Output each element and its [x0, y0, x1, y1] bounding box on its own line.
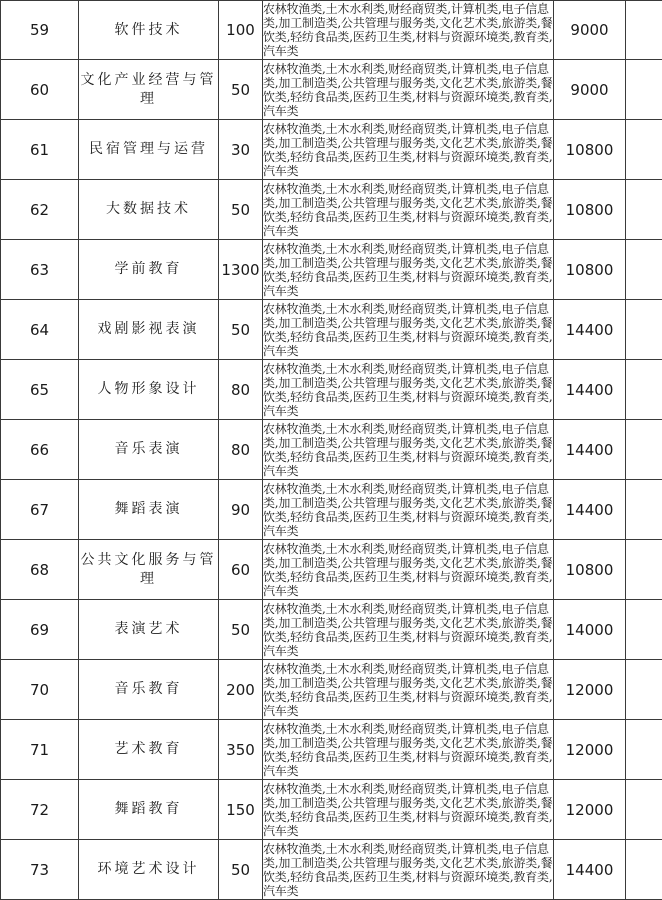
- eligible-categories-text: 农林牧渔类,土木水利类,财经商贸类,计算机类,电子信息类,加工制造类,公共管理与服务类,文化艺术类,旅游类,餐饮类,轻纺食品类,医药卫生类,材料与资源环境类,教育类,汽车类: [263, 602, 553, 658]
- eligible-categories: [263, 480, 554, 540]
- extra-cell: [626, 780, 662, 840]
- table-row: [1, 540, 662, 600]
- eligible-categories-text: 农林牧渔类,土木水利类,财经商贸类,计算机类,电子信息类,加工制造类,公共管理与服务类,文化艺术类,旅游类,餐饮类,轻纺食品类,医药卫生类,材料与资源环境类,教育类,汽车类: [263, 422, 553, 478]
- eligible-categories-text: 农林牧渔类,土木水利类,财经商贸类,计算机类,电子信息类,加工制造类,公共管理与服务类,文化艺术类,旅游类,餐饮类,轻纺食品类,医药卫生类,材料与资源环境类,教育类,汽车类: [263, 122, 553, 178]
- table-row: [1, 360, 662, 420]
- extra-cell: [626, 600, 662, 660]
- eligible-categories-text: 农林牧渔类,土木水利类,财经商贸类,计算机类,电子信息类,加工制造类,公共管理与服务类,文化艺术类,旅游类,餐饮类,轻纺食品类,医药卫生类,材料与资源环境类,教育类,汽车类: [263, 302, 553, 358]
- plan-count: 60: [219, 540, 263, 600]
- tuition-fee: 14400: [554, 480, 626, 540]
- plan-count: 90: [219, 480, 263, 540]
- tuition-fee: 9000: [554, 60, 626, 120]
- row-number: 72: [1, 780, 79, 840]
- table-row: [1, 600, 662, 660]
- table-row: [1, 300, 662, 360]
- extra-cell: [626, 540, 662, 600]
- table-row: [1, 720, 662, 780]
- tuition-fee: 10800: [554, 240, 626, 300]
- plan-count: 50: [219, 60, 263, 120]
- table-row: [1, 120, 662, 180]
- major-name: 公共文化服务与管理: [79, 540, 219, 600]
- major-name: 大数据技术: [79, 180, 219, 240]
- table-row: [1, 1, 662, 60]
- row-number: 65: [1, 360, 79, 420]
- tuition-fee: 14400: [554, 420, 626, 480]
- eligible-categories: [263, 540, 554, 600]
- table-row: [1, 240, 662, 300]
- extra-cell: [626, 720, 662, 780]
- tuition-fee: 14400: [554, 360, 626, 420]
- tuition-fee: 10800: [554, 540, 626, 600]
- table-row: [1, 660, 662, 720]
- row-number: 62: [1, 180, 79, 240]
- major-name: 艺术教育: [79, 720, 219, 780]
- tuition-fee: 9000: [554, 1, 626, 60]
- extra-cell: [626, 660, 662, 720]
- extra-cell: [626, 840, 662, 900]
- eligible-categories: [263, 660, 554, 720]
- table-row: [1, 780, 662, 840]
- row-number: 71: [1, 720, 79, 780]
- row-number: 67: [1, 480, 79, 540]
- plan-count: 350: [219, 720, 263, 780]
- eligible-categories-text: 农林牧渔类,土木水利类,财经商贸类,计算机类,电子信息类,加工制造类,公共管理与服务类,文化艺术类,旅游类,餐饮类,轻纺食品类,医药卫生类,材料与资源环境类,教育类,汽车类: [263, 482, 553, 538]
- major-name: 民宿管理与运营: [79, 120, 219, 180]
- row-number: 68: [1, 540, 79, 600]
- eligible-categories: [263, 360, 554, 420]
- plan-count: 150: [219, 780, 263, 840]
- major-name: 人物形象设计: [79, 360, 219, 420]
- extra-cell: [626, 120, 662, 180]
- table-body: [1, 1, 662, 900]
- major-name: 音乐表演: [79, 420, 219, 480]
- eligible-categories: [263, 120, 554, 180]
- table-row: [1, 60, 662, 120]
- major-name: 音乐教育: [79, 660, 219, 720]
- eligible-categories-text: 农林牧渔类,土木水利类,财经商贸类,计算机类,电子信息类,加工制造类,公共管理与服务类,文化艺术类,旅游类,餐饮类,轻纺食品类,医药卫生类,材料与资源环境类,教育类,汽车类: [263, 662, 553, 718]
- extra-cell: [626, 240, 662, 300]
- table-row: [1, 420, 662, 480]
- eligible-categories: [263, 600, 554, 660]
- extra-cell: [626, 420, 662, 480]
- extra-cell: [626, 1, 662, 60]
- eligible-categories: [263, 840, 554, 900]
- major-name: 舞蹈教育: [79, 780, 219, 840]
- eligible-categories: [263, 420, 554, 480]
- tuition-fee: 14400: [554, 300, 626, 360]
- major-name: 表演艺术: [79, 600, 219, 660]
- row-number: 59: [1, 1, 79, 60]
- eligible-categories-text: 农林牧渔类,土木水利类,财经商贸类,计算机类,电子信息类,加工制造类,公共管理与服务类,文化艺术类,旅游类,餐饮类,轻纺食品类,医药卫生类,材料与资源环境类,教育类,汽车类: [263, 842, 553, 898]
- extra-cell: [626, 180, 662, 240]
- tuition-fee: 14000: [554, 600, 626, 660]
- plan-count: 30: [219, 120, 263, 180]
- plan-count: 50: [219, 300, 263, 360]
- row-number: 70: [1, 660, 79, 720]
- extra-cell: [626, 360, 662, 420]
- tuition-fee: 12000: [554, 780, 626, 840]
- eligible-categories-text: 农林牧渔类,土木水利类,财经商贸类,计算机类,电子信息类,加工制造类,公共管理与服务类,文化艺术类,旅游类,餐饮类,轻纺食品类,医药卫生类,材料与资源环境类,教育类,汽车类: [263, 242, 553, 298]
- major-name: 环境艺术设计: [79, 840, 219, 900]
- plan-count: 1300: [219, 240, 263, 300]
- plan-count: 50: [219, 840, 263, 900]
- eligible-categories-text: 农林牧渔类,土木水利类,财经商贸类,计算机类,电子信息类,加工制造类,公共管理与服务类,文化艺术类,旅游类,餐饮类,轻纺食品类,医药卫生类,材料与资源环境类,教育类,汽车类: [263, 62, 553, 118]
- row-number: 60: [1, 60, 79, 120]
- eligible-categories-text: 农林牧渔类,土木水利类,财经商贸类,计算机类,电子信息类,加工制造类,公共管理与服务类,文化艺术类,旅游类,餐饮类,轻纺食品类,医药卫生类,材料与资源环境类,教育类,汽车类: [263, 182, 553, 238]
- eligible-categories-text: 农林牧渔类,土木水利类,财经商贸类,计算机类,电子信息类,加工制造类,公共管理与服务类,文化艺术类,旅游类,餐饮类,轻纺食品类,医药卫生类,材料与资源环境类,教育类,汽车类: [263, 782, 553, 838]
- eligible-categories-text: 农林牧渔类,土木水利类,财经商贸类,计算机类,电子信息类,加工制造类,公共管理与服务类,文化艺术类,旅游类,餐饮类,轻纺食品类,医药卫生类,材料与资源环境类,教育类,汽车类: [263, 2, 553, 58]
- plan-count: 50: [219, 600, 263, 660]
- major-name: 舞蹈表演: [79, 480, 219, 540]
- extra-cell: [626, 60, 662, 120]
- plan-count: 50: [219, 180, 263, 240]
- eligible-categories: [263, 300, 554, 360]
- table-row: [1, 480, 662, 540]
- plan-count: 80: [219, 360, 263, 420]
- row-number: 69: [1, 600, 79, 660]
- eligible-categories-text: 农林牧渔类,土木水利类,财经商贸类,计算机类,电子信息类,加工制造类,公共管理与服务类,文化艺术类,旅游类,餐饮类,轻纺食品类,医药卫生类,材料与资源环境类,教育类,汽车类: [263, 722, 553, 778]
- eligible-categories-text: 农林牧渔类,土木水利类,财经商贸类,计算机类,电子信息类,加工制造类,公共管理与服务类,文化艺术类,旅游类,餐饮类,轻纺食品类,医药卫生类,材料与资源环境类,教育类,汽车类: [263, 362, 553, 418]
- eligible-categories: [263, 180, 554, 240]
- tuition-fee: 10800: [554, 180, 626, 240]
- row-number: 64: [1, 300, 79, 360]
- major-name: 软件技术: [79, 1, 219, 60]
- extra-cell: [626, 300, 662, 360]
- eligible-categories: [263, 240, 554, 300]
- table-row: [1, 840, 662, 900]
- major-name: 戏剧影视表演: [79, 300, 219, 360]
- extra-cell: [626, 480, 662, 540]
- major-name: 文化产业经营与管理: [79, 60, 219, 120]
- plan-count: 80: [219, 420, 263, 480]
- row-number: 63: [1, 240, 79, 300]
- row-number: 73: [1, 840, 79, 900]
- major-name: 学前教育: [79, 240, 219, 300]
- eligible-categories: [263, 60, 554, 120]
- tuition-fee: 12000: [554, 660, 626, 720]
- plan-count: 200: [219, 660, 263, 720]
- row-number: 66: [1, 420, 79, 480]
- eligible-categories: [263, 720, 554, 780]
- plan-count: 100: [219, 1, 263, 60]
- eligible-categories: [263, 780, 554, 840]
- eligible-categories: [263, 1, 554, 60]
- tuition-fee: 10800: [554, 120, 626, 180]
- eligible-categories-text: 农林牧渔类,土木水利类,财经商贸类,计算机类,电子信息类,加工制造类,公共管理与服务类,文化艺术类,旅游类,餐饮类,轻纺食品类,医药卫生类,材料与资源环境类,教育类,汽车类: [263, 542, 553, 598]
- table-row: [1, 180, 662, 240]
- tuition-fee: 12000: [554, 720, 626, 780]
- tuition-fee: 14400: [554, 840, 626, 900]
- row-number: 61: [1, 120, 79, 180]
